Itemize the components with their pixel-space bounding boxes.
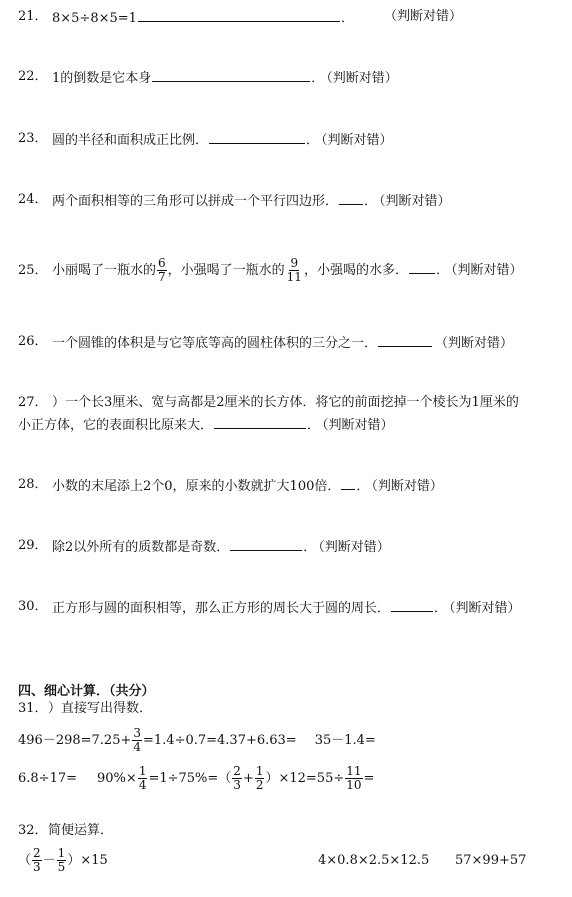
section-title: 四、细心计算．（共分） xyxy=(18,684,155,699)
judge-label: （判断对错） xyxy=(322,418,394,433)
fraction: $\frac{2}{3}$ xyxy=(33,846,41,874)
question-text: 小丽喝了一瓶水的 $\frac{6}{7}$ ，小强喝了一瓶水的 $\frac{9}{11}$ ，小强喝的水多． ． （判断对错） xyxy=(52,256,523,284)
judge-label: （判断对错） xyxy=(384,9,463,24)
question-number: 29． xyxy=(18,538,48,553)
judge-label: （判断对错） xyxy=(450,263,523,278)
answer-blank[interactable] xyxy=(391,598,433,612)
answer-blank[interactable] xyxy=(138,8,340,22)
question-number: 28． xyxy=(18,477,48,492)
answer-blank[interactable] xyxy=(378,333,432,347)
answer-blank[interactable] xyxy=(209,130,305,144)
calc-row-2: 6.8÷17= 90%× $\frac{1}{4}$ =1÷75%=（ $\frac{2}{3}$ + $\frac{1}{2}$ ）×12=55÷ $\frac{11}{10}$ = xyxy=(18,764,375,792)
judge-label: （判断对错） xyxy=(435,336,514,351)
judge-label: （判断对错） xyxy=(321,133,393,148)
question-number: 32． xyxy=(18,823,48,838)
question-text-line2: 小正方体，它的表面积比原来大． ． （判断对错） xyxy=(18,415,394,435)
fraction: $\frac{3}{4}$ xyxy=(133,726,141,754)
question-text: 简便运算． xyxy=(48,823,114,838)
question-number: 31． xyxy=(18,701,48,716)
question-text: 除2以外所有的质数都是奇数． ． （判断对错） xyxy=(52,537,390,557)
question-text-line1: ）一个长3厘米、宽与高都是2厘米的长方体．将它的前面挖掉一个棱长为1厘米的 xyxy=(52,395,519,410)
answer-blank[interactable] xyxy=(214,415,306,429)
judge-label: （判断对错） xyxy=(449,601,521,616)
question-number: 22． xyxy=(18,69,48,84)
question-number: 30． xyxy=(18,599,48,614)
fraction: $\frac{1}{2}$ xyxy=(255,764,264,792)
answer-blank[interactable] xyxy=(341,476,355,490)
question-number: 25． xyxy=(18,263,48,278)
judge-label: （判断对错） xyxy=(326,71,398,86)
question-text: 正方形与圆的面积相等，那么正方形的周长大于圆的周长． ． （判断对错） xyxy=(52,598,521,618)
question-number: 24． xyxy=(18,192,48,207)
fraction: $\frac{6}{7}$ xyxy=(158,256,166,284)
question-text: 一个圆锥的体积是与它等底等高的圆柱体积的三分之一． （判断对错） xyxy=(52,333,513,353)
fraction: $\frac{9}{11}$ xyxy=(286,256,302,284)
question-text: 1的倒数是它本身 ． （判断对错） xyxy=(52,68,398,88)
answer-blank[interactable] xyxy=(230,537,302,551)
simplify-expr-3: 57×99+57 xyxy=(455,853,527,868)
answer-blank[interactable] xyxy=(339,191,363,205)
fraction: $\frac{2}{3}$ xyxy=(233,764,241,792)
judge-label: （判断对错） xyxy=(371,479,443,494)
question-number: 21． xyxy=(18,9,48,24)
judge-label: （判断对错） xyxy=(379,194,451,209)
question-text: 圆的半径和面积成正比例． ． （判断对错） xyxy=(52,130,393,150)
answer-blank[interactable] xyxy=(152,68,310,82)
question-text: 两个面积相等的三角形可以拼成一个平行四边形． ． （判断对错） xyxy=(52,191,451,211)
fraction: $\frac{1}{4}$ xyxy=(138,764,147,792)
answer-blank[interactable] xyxy=(409,260,435,274)
question-number: 27． xyxy=(18,395,48,410)
question-number: 26． xyxy=(18,334,48,349)
question-text: 小数的末尾添上2个0，原来的小数就扩大100倍． ． （判断对错） xyxy=(52,476,443,496)
calc-row-1: 496－298=7.25+ $\frac{3}{4}$ =1.4÷0.7=4.37+6.63= 35－1.4= xyxy=(18,726,376,754)
question-text: 8×5÷8×5=1 ． xyxy=(52,8,354,28)
fraction: $\frac{11}{10}$ xyxy=(346,764,362,792)
simplify-expr-1: （ $\frac{2}{3}$ － $\frac{1}{5}$ ）×15 xyxy=(18,846,108,874)
simplify-expr-2: 4×0.8×2.5×12.5 xyxy=(318,853,430,868)
question-text: ）直接写出得数． xyxy=(48,701,153,716)
question-number: 23． xyxy=(18,131,48,146)
judge-label: （判断对错） xyxy=(318,540,390,555)
fraction: $\frac{1}{5}$ xyxy=(57,846,66,874)
